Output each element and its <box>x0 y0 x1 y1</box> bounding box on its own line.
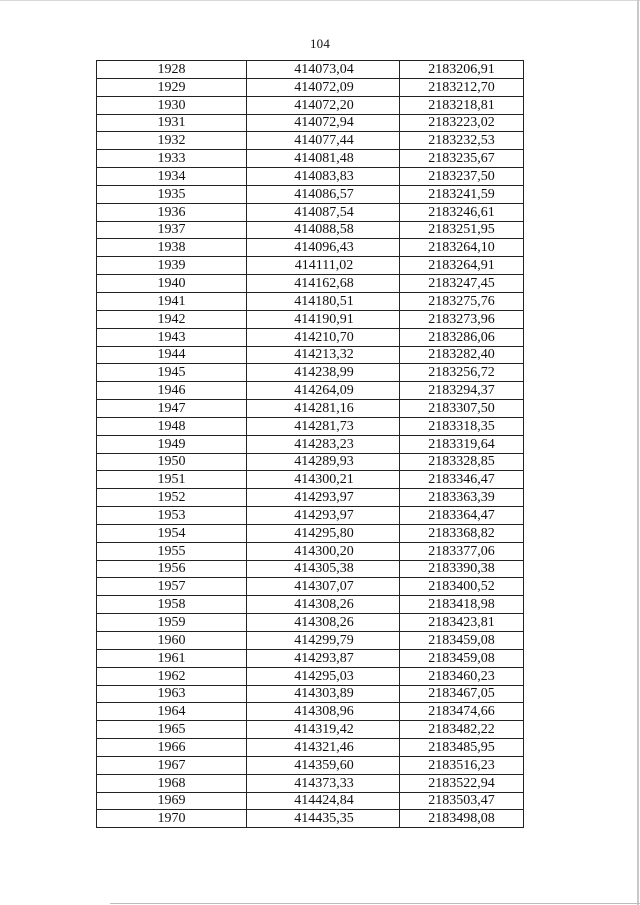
point-number-cell: 1935 <box>97 185 247 203</box>
table-row <box>97 614 524 632</box>
y-coordinate-cell: 2183282,40 <box>400 346 524 364</box>
table-row <box>97 346 524 364</box>
x-coordinate-cell: 414289,93 <box>247 453 400 471</box>
point-number-cell: 1965 <box>97 721 247 739</box>
table-row <box>97 61 524 79</box>
table-row <box>97 542 524 560</box>
table-row <box>97 721 524 739</box>
table-row <box>97 667 524 685</box>
page-number: 104 <box>309 36 331 51</box>
point-number-cell: 1939 <box>97 257 247 275</box>
x-coordinate-cell: 414162,68 <box>247 275 400 293</box>
point-number-cell: 1953 <box>97 507 247 525</box>
table-row <box>97 471 524 489</box>
table-row <box>97 417 524 435</box>
point-number-cell: 1946 <box>97 382 247 400</box>
x-coordinate-cell: 414281,73 <box>247 417 400 435</box>
coordinates-table <box>96 60 524 828</box>
y-coordinate-cell: 2183237,50 <box>400 168 524 186</box>
x-coordinate-cell: 414072,20 <box>247 96 400 114</box>
point-number-cell: 1940 <box>97 275 247 293</box>
x-coordinate-cell: 414300,21 <box>247 471 400 489</box>
y-coordinate-cell: 2183460,23 <box>400 667 524 685</box>
point-number-cell: 1968 <box>97 774 247 792</box>
table-row <box>97 96 524 114</box>
y-coordinate-cell: 2183232,53 <box>400 132 524 150</box>
x-coordinate-cell: 414373,33 <box>247 774 400 792</box>
point-number-cell: 1936 <box>97 203 247 221</box>
y-coordinate-cell: 2183400,52 <box>400 578 524 596</box>
table-row <box>97 685 524 703</box>
y-coordinate-cell: 2183485,95 <box>400 739 524 757</box>
point-number-cell: 1938 <box>97 239 247 257</box>
x-coordinate-cell: 414213,32 <box>247 346 400 364</box>
y-coordinate-cell: 2183251,95 <box>400 221 524 239</box>
table-row <box>97 560 524 578</box>
table-row <box>97 435 524 453</box>
point-number-cell: 1943 <box>97 328 247 346</box>
y-coordinate-cell: 2183423,81 <box>400 614 524 632</box>
y-coordinate-cell: 2183247,45 <box>400 275 524 293</box>
table-row <box>97 810 524 828</box>
x-coordinate-cell: 414086,57 <box>247 185 400 203</box>
x-coordinate-cell: 414303,89 <box>247 685 400 703</box>
table-row <box>97 596 524 614</box>
point-number-cell: 1937 <box>97 221 247 239</box>
x-coordinate-cell: 414293,97 <box>247 489 400 507</box>
x-coordinate-cell: 414308,26 <box>247 596 400 614</box>
table-row <box>97 649 524 667</box>
y-coordinate-cell: 2183206,91 <box>400 61 524 79</box>
point-number-cell: 1960 <box>97 632 247 650</box>
y-coordinate-cell: 2183503,47 <box>400 792 524 810</box>
x-coordinate-cell: 414087,54 <box>247 203 400 221</box>
x-coordinate-cell: 414210,70 <box>247 328 400 346</box>
table-row <box>97 239 524 257</box>
x-coordinate-cell: 414321,46 <box>247 739 400 757</box>
x-coordinate-cell: 414180,51 <box>247 292 400 310</box>
x-coordinate-cell: 414435,35 <box>247 810 400 828</box>
point-number-cell: 1932 <box>97 132 247 150</box>
y-coordinate-cell: 2183459,08 <box>400 632 524 650</box>
y-coordinate-cell: 2183318,35 <box>400 417 524 435</box>
y-coordinate-cell: 2183212,70 <box>400 78 524 96</box>
table-row <box>97 203 524 221</box>
table-row <box>97 114 524 132</box>
y-coordinate-cell: 2183377,06 <box>400 542 524 560</box>
table-row <box>97 382 524 400</box>
table-row <box>97 168 524 186</box>
y-coordinate-cell: 2183286,06 <box>400 328 524 346</box>
point-number-cell: 1958 <box>97 596 247 614</box>
x-coordinate-cell: 414424,84 <box>247 792 400 810</box>
y-coordinate-cell: 2183364,47 <box>400 507 524 525</box>
y-coordinate-cell: 2183264,10 <box>400 239 524 257</box>
page-edge-bottom <box>110 903 640 904</box>
point-number-cell: 1967 <box>97 756 247 774</box>
point-number-cell: 1950 <box>97 453 247 471</box>
y-coordinate-cell: 2183273,96 <box>400 310 524 328</box>
point-number-cell: 1930 <box>97 96 247 114</box>
table-row <box>97 78 524 96</box>
point-number-cell: 1934 <box>97 168 247 186</box>
table-row <box>97 632 524 650</box>
x-coordinate-cell: 414295,80 <box>247 524 400 542</box>
y-coordinate-cell: 2183218,81 <box>400 96 524 114</box>
x-coordinate-cell: 414077,44 <box>247 132 400 150</box>
x-coordinate-cell: 414283,23 <box>247 435 400 453</box>
y-coordinate-cell: 2183307,50 <box>400 400 524 418</box>
table-row <box>97 185 524 203</box>
point-number-cell: 1961 <box>97 649 247 667</box>
y-coordinate-cell: 2183319,64 <box>400 435 524 453</box>
table-row <box>97 578 524 596</box>
point-number-cell: 1964 <box>97 703 247 721</box>
y-coordinate-cell: 2183368,82 <box>400 524 524 542</box>
table-row <box>97 774 524 792</box>
point-number-cell: 1944 <box>97 346 247 364</box>
x-coordinate-cell: 414083,83 <box>247 168 400 186</box>
x-coordinate-cell: 414359,60 <box>247 756 400 774</box>
x-coordinate-cell: 414308,26 <box>247 614 400 632</box>
point-number-cell: 1962 <box>97 667 247 685</box>
point-number-cell: 1931 <box>97 114 247 132</box>
table-row <box>97 400 524 418</box>
y-coordinate-cell: 2183482,22 <box>400 721 524 739</box>
table-row <box>97 257 524 275</box>
x-coordinate-cell: 414081,48 <box>247 150 400 168</box>
table-row <box>97 453 524 471</box>
point-number-cell: 1933 <box>97 150 247 168</box>
y-coordinate-cell: 2183522,94 <box>400 774 524 792</box>
table-row <box>97 364 524 382</box>
table-row <box>97 507 524 525</box>
table-row <box>97 756 524 774</box>
point-number-cell: 1951 <box>97 471 247 489</box>
x-coordinate-cell: 414293,87 <box>247 649 400 667</box>
y-coordinate-cell: 2183459,08 <box>400 649 524 667</box>
x-coordinate-cell: 414088,58 <box>247 221 400 239</box>
point-number-cell: 1942 <box>97 310 247 328</box>
x-coordinate-cell: 414096,43 <box>247 239 400 257</box>
point-number-cell: 1956 <box>97 560 247 578</box>
page-edge-top <box>0 0 640 1</box>
table-row <box>97 703 524 721</box>
table-row <box>97 739 524 757</box>
point-number-cell: 1948 <box>97 417 247 435</box>
y-coordinate-cell: 2183256,72 <box>400 364 524 382</box>
page-edge-right <box>637 0 639 905</box>
x-coordinate-cell: 414264,09 <box>247 382 400 400</box>
y-coordinate-cell: 2183390,38 <box>400 560 524 578</box>
point-number-cell: 1949 <box>97 435 247 453</box>
y-coordinate-cell: 2183418,98 <box>400 596 524 614</box>
x-coordinate-cell: 414073,04 <box>247 61 400 79</box>
table-row <box>97 292 524 310</box>
point-number-cell: 1929 <box>97 78 247 96</box>
table-row <box>97 792 524 810</box>
y-coordinate-cell: 2183294,37 <box>400 382 524 400</box>
coordinates-table-body <box>97 61 524 828</box>
y-coordinate-cell: 2183264,91 <box>400 257 524 275</box>
point-number-cell: 1969 <box>97 792 247 810</box>
y-coordinate-cell: 2183363,39 <box>400 489 524 507</box>
y-coordinate-cell: 2183241,59 <box>400 185 524 203</box>
x-coordinate-cell: 414299,79 <box>247 632 400 650</box>
point-number-cell: 1954 <box>97 524 247 542</box>
point-number-cell: 1970 <box>97 810 247 828</box>
point-number-cell: 1941 <box>97 292 247 310</box>
table-row <box>97 310 524 328</box>
point-number-cell: 1966 <box>97 739 247 757</box>
y-coordinate-cell: 2183235,67 <box>400 150 524 168</box>
y-coordinate-cell: 2183223,02 <box>400 114 524 132</box>
table-row <box>97 489 524 507</box>
table-row <box>97 275 524 293</box>
point-number-cell: 1959 <box>97 614 247 632</box>
y-coordinate-cell: 2183474,66 <box>400 703 524 721</box>
y-coordinate-cell: 2183498,08 <box>400 810 524 828</box>
point-number-cell: 1947 <box>97 400 247 418</box>
x-coordinate-cell: 414190,91 <box>247 310 400 328</box>
table-row <box>97 132 524 150</box>
x-coordinate-cell: 414307,07 <box>247 578 400 596</box>
x-coordinate-cell: 414305,38 <box>247 560 400 578</box>
y-coordinate-cell: 2183246,61 <box>400 203 524 221</box>
x-coordinate-cell: 414111,02 <box>247 257 400 275</box>
x-coordinate-cell: 414308,96 <box>247 703 400 721</box>
point-number-cell: 1952 <box>97 489 247 507</box>
point-number-cell: 1945 <box>97 364 247 382</box>
point-number-cell: 1963 <box>97 685 247 703</box>
y-coordinate-cell: 2183328,85 <box>400 453 524 471</box>
table-row <box>97 221 524 239</box>
x-coordinate-cell: 414072,94 <box>247 114 400 132</box>
x-coordinate-cell: 414281,16 <box>247 400 400 418</box>
table-row <box>97 150 524 168</box>
table-row <box>97 328 524 346</box>
point-number-cell: 1928 <box>97 61 247 79</box>
y-coordinate-cell: 2183275,76 <box>400 292 524 310</box>
point-number-cell: 1955 <box>97 542 247 560</box>
x-coordinate-cell: 414300,20 <box>247 542 400 560</box>
x-coordinate-cell: 414072,09 <box>247 78 400 96</box>
y-coordinate-cell: 2183516,23 <box>400 756 524 774</box>
x-coordinate-cell: 414295,03 <box>247 667 400 685</box>
table-row <box>97 524 524 542</box>
y-coordinate-cell: 2183467,05 <box>400 685 524 703</box>
x-coordinate-cell: 414238,99 <box>247 364 400 382</box>
y-coordinate-cell: 2183346,47 <box>400 471 524 489</box>
point-number-cell: 1957 <box>97 578 247 596</box>
x-coordinate-cell: 414293,97 <box>247 507 400 525</box>
x-coordinate-cell: 414319,42 <box>247 721 400 739</box>
